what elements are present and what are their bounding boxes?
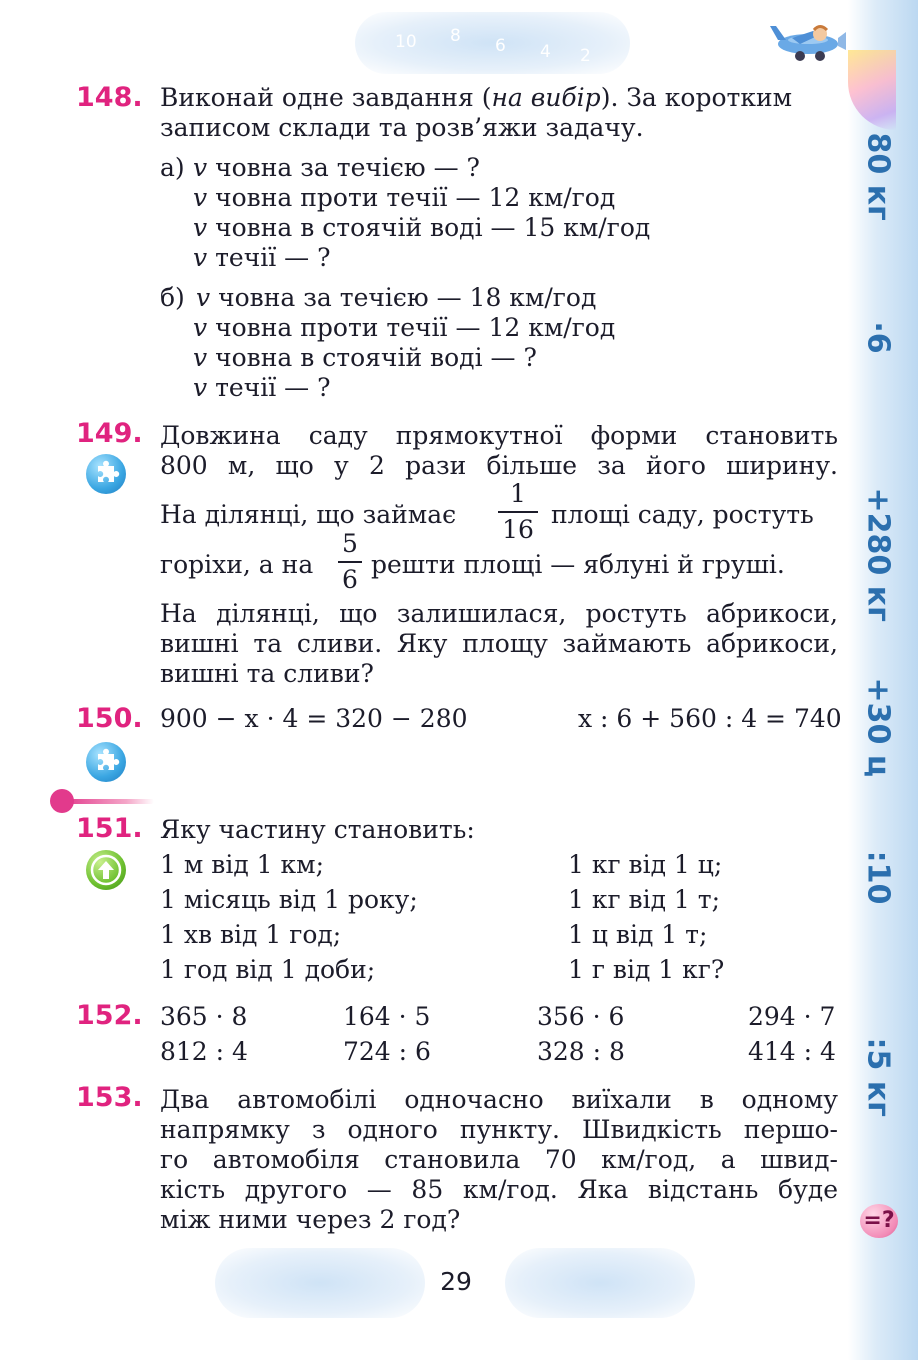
variant-b-marker: б) [160,283,185,312]
puzzle-icon [86,454,126,494]
fraction-item: 1 кг від 1 ц; [568,850,723,879]
task-149-line7: вишні та сливи? [160,659,374,688]
task-149-line2: 800 м, що у 2 рази більше за його ширину. [160,451,838,480]
side-label: :10 [860,850,896,905]
fraction-5-6: 5 6 [338,530,362,594]
arrow-up-icon [86,850,126,890]
top-cloud-decor [355,12,630,74]
task-number-152: 152. [76,1000,143,1031]
expression: 294 · 7 [748,1002,836,1031]
section-divider-dot [50,789,74,813]
fraction-item: 1 хв від 1 год; [160,920,342,949]
task-number-149: 149. [76,418,143,449]
puzzle-icon [86,742,126,782]
variant-a-row3: v човна в стоячій воді — 15 км/год [193,213,651,242]
variant-b-row1: v човна за течією — 18 км/год [196,283,597,312]
task-number-153: 153. [76,1082,143,1113]
task-number-148: 148. [76,82,143,113]
bottom-cloud-decor [505,1248,695,1318]
task-148-line2: записом склади та розв’яжи задачу. [160,113,644,142]
task-149-line6: вишні та сливи. Яку площу займають абрикоси, [160,629,838,658]
expression: 812 : 4 [160,1037,248,1066]
variant-b-row2: v човна проти течії — 12 км/год [193,313,616,342]
cloud-number: 4 [540,42,551,62]
task-149-line3-post: площі саду, ростуть [551,500,814,529]
airplane-icon [762,18,848,66]
variant-a-row4: v течії — ? [193,243,331,272]
task-148-line1: Виконай одне завдання (на вибір). За коротким [160,83,793,112]
cloud-number: 2 [580,46,591,66]
expression: 356 · 6 [537,1002,625,1031]
fraction-item: 1 кг від 1 т; [568,885,721,914]
cloud-number: 8 [450,26,461,46]
task-153-line4: кість другого — 85 км/год. Яка відстань буде [160,1175,838,1204]
side-label: ·6 [860,321,896,354]
task-number-150: 150. [76,703,143,734]
task-number-151: 151. [76,813,143,844]
side-label: 80 кг [860,132,896,221]
expression: 164 · 5 [343,1002,431,1031]
expression: 724 : 6 [343,1037,431,1066]
task-149-line4-post: решти площі — яблуні й груші. [371,550,785,579]
fraction-item: 1 год від 1 доби; [160,955,376,984]
fraction-item: 1 г від 1 кг? [568,955,725,984]
expression: 328 : 8 [537,1037,625,1066]
cloud-number: 6 [495,36,506,56]
task-153-line1: Два автомобілі одночасно виїхали в одному [160,1085,838,1114]
task-149-line4-pre: горіхи, а на [160,550,314,579]
task-153-line2: напрямку з одного пункту. Швидкість першо- [160,1115,838,1144]
task-149-line5: На ділянці, що залишилася, ростуть абрикоси, [160,599,838,628]
side-label [861,488,896,548]
fraction-1-16: 1 16 [498,480,538,544]
section-divider [62,799,154,804]
variant-b-row3: v човна в стоячій воді — ? [193,343,537,372]
side-label: +30 ц [860,677,896,778]
equation-1: 900 − x · 4 = 320 − 280 [160,704,468,733]
task-153-line5: між ними через 2 год? [160,1205,461,1234]
task-153-line3: го автомобіля становила 70 км/год, а швид- [160,1145,838,1174]
variant-a-marker: а) [160,153,185,182]
task-149-line1: Довжина саду прямокутної форми становить [160,421,838,450]
fraction-item: 1 місяць від 1 року; [160,885,418,914]
expression: 414 : 4 [748,1037,836,1066]
bottom-cloud-decor [215,1248,425,1318]
variant-a-row1: v човна за течією — ? [193,153,480,182]
cloud-number: 10 [395,32,417,52]
expression: 365 · 8 [160,1002,248,1031]
task-149-line3-pre: На ділянці, що займає [160,500,457,529]
fraction-item: 1 ц від 1 т; [568,920,708,949]
side-label: :5 кг [860,1037,896,1117]
task-151-intro: Яку частину становить: [160,815,475,844]
variant-a-row2: v човна проти течії — 12 км/год [193,183,616,212]
question-badge: =? [860,1204,898,1238]
fraction-item: 1 м від 1 км; [160,850,325,879]
equation-2: x : 6 + 560 : 4 = 740 [578,704,842,733]
page-number: 29 [440,1267,472,1296]
variant-b-row4: v течії — ? [193,373,331,402]
